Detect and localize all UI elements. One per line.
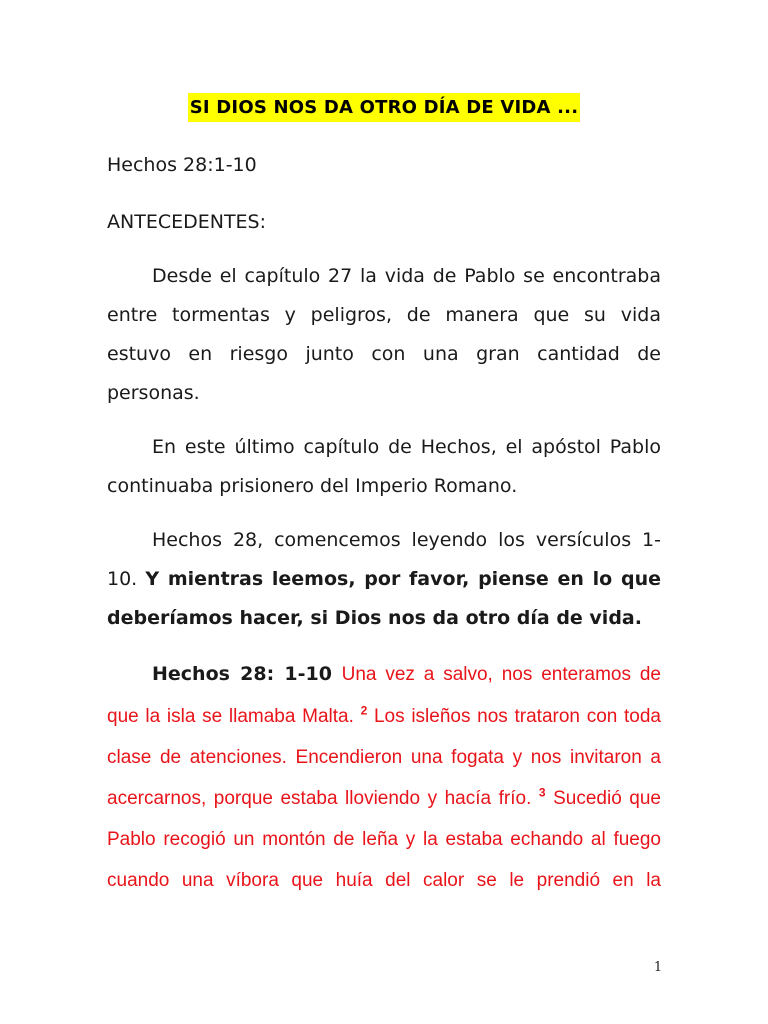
paragraph1-line1: Desde el capítulo 27 la vida de Pablo se encontraba (152, 265, 661, 287)
scripture-line3: clase de atenciones. Encendieron una fogata y nos invitaron a (107, 747, 661, 768)
title-container (0, 93, 768, 122)
scripture-text-line4b: Sucedió que (553, 788, 661, 809)
paragraph2-line1: En este último capítulo de Hechos, el apóstol Pablo (152, 436, 661, 458)
scripture-reference: Hechos 28:1-10 (107, 154, 257, 176)
verse-number-3: 3 (538, 785, 546, 800)
paragraph1-line4: personas. (107, 382, 200, 404)
scripture-text-line4a: acercarnos, porque estaba lloviendo y hacía frío. (107, 788, 532, 809)
scripture-reference-bold: Hechos 28: 1-10 (152, 663, 332, 685)
scripture-text-line2b: Los isleños nos trataron con toda (373, 706, 662, 727)
scripture-text-line2a: que la isla se llamaba Malta. (107, 706, 354, 727)
paragraph1-line2: entre tormentas y peligros, de manera que su vida (107, 304, 661, 326)
paragraph3-line1: Hechos 28, comencemos leyendo los versículos 1- (152, 529, 661, 551)
scripture-line5: Pablo recogió un montón de leña y la estaba echando al fuego (107, 829, 661, 850)
scripture-text-line1: Una vez a salvo, nos enteramos de (341, 664, 661, 685)
scripture-line6: cuando una víbora que huía del calor se le prendió en la (107, 870, 661, 891)
section-heading: ANTECEDENTES: (107, 211, 267, 233)
scripture-line1 (152, 661, 661, 688)
paragraph3-line2 (107, 566, 661, 592)
paragraph3-line2-bold: Y mientras leemos, por favor, piense en lo que (145, 568, 661, 590)
page-number: 1 (653, 960, 663, 975)
scripture-line2 (107, 704, 661, 730)
paragraph3-line2-plain: 10. (107, 568, 146, 590)
paragraph3-line3-bold: deberíamos hacer, si Dios nos da otro día de vida. (107, 607, 642, 629)
scripture-line4 (107, 786, 661, 812)
paragraph1-line3: estuvo en riesgo junto con una gran cantidad de (107, 343, 661, 365)
document-title: SI DIOS NOS DA OTRO DÍA DE VIDA ... (188, 93, 580, 122)
verse-number-2: 2 (360, 703, 368, 718)
paragraph2-line2: continuaba prisionero del Imperio Romano. (107, 475, 518, 497)
